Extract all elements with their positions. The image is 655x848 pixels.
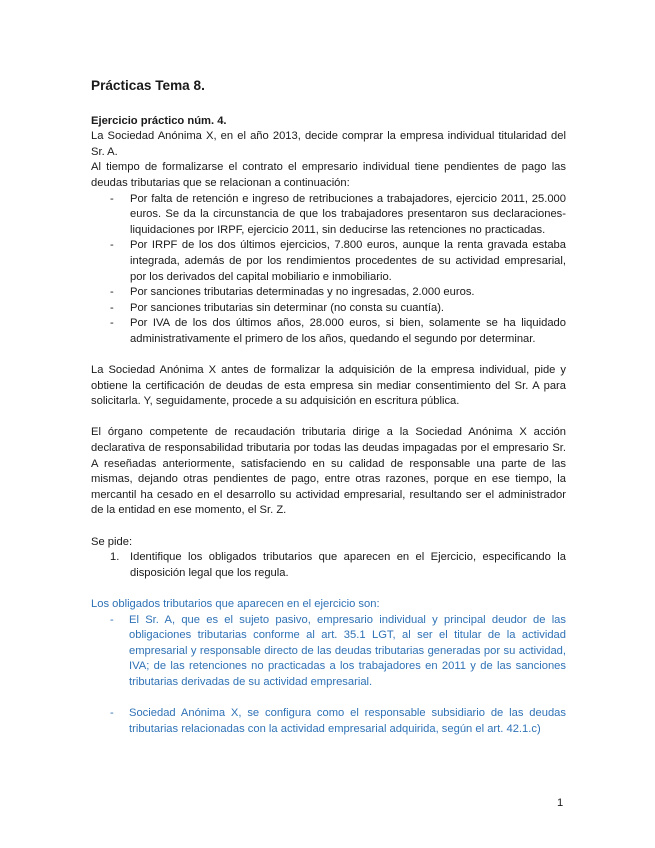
se-pide-label: Se pide: [91,535,133,548]
intro-paragraph-1: La Sociedad Anónima X, en el año 2013, decide comprar la empresa individual titularidad del Sr. A. [91,130,566,158]
action-paragraph: El órgano competente de recaudación tributaria dirige a la Sociedad Anónima X acción declarativa de responsabilidad tributaria por todas las deudas impagadas por el empresario Sr. A reseñadas anteriormente, satisfaciendo en su calidad de responsable una parte de las mismas, dejando otras pendientes de pago, entre otras razones, porque en ese tiempo, la mercantil ha cesado en el desarrollo su actividad empresarial, resultando ser el administrador de la entidad en ese momento, el Sr. Z. [91,426,566,517]
answers-list [91,613,566,691]
spacer [91,410,566,426]
questions-list [91,550,566,581]
page-number: 1 [557,797,564,809]
list-item: - Por falta de retención e ingreso de retribuciones a trabajadores, ejercicio 2011, 25.000 euros. Se da la circunstancia de que los trabajadores presentaron sus declaraciones-liquidaciones por IRPF, ejercicio 2011, sin deducirse las retenciones no practicadas. [91,192,566,239]
certificate-paragraph: La Sociedad Anónima X antes de formalizar la adquisición de la empresa individual, pide y obtiene la certificación de deudas de esta empresa sin mediar consentimiento del Sr. A para solicitarla. Y, seguidamente, procede a su adquisición en escritura pública. [91,364,566,408]
spacer [91,519,566,535]
debts-list [91,192,566,348]
question-number: 1. [110,551,120,564]
intro-paragraph-2: Al tiempo de formalizarse el contrato el empresario individual tiene pendientes de pago las deudas tributarias que se relacionan a continuación: [91,161,566,189]
list-item: - Por sanciones tributarias sin determinar (no consta su cuantía). [91,301,566,317]
answer-intro: Los obligados tributarios que aparecen en el ejercicio son: [91,598,380,610]
list-item: - Por IRPF de los dos últimos ejercicios, 7.800 euros, aunque la renta gravada estaba integrada, además de por los rendimientos procedentes de su actividad empresarial, por los derivados del capital mobiliario e inmobiliario. [91,238,566,285]
spacer [91,348,566,364]
list-item: - Sociedad Anónima X, se configura como el responsable subsidiario de las deudas tributarias relacionadas con la actividad empresarial adquirida, según el art. 42.1.c) [91,706,566,737]
list-item: - El Sr. A, que es el sujeto pasivo, empresario individual y principal deudor de las obligaciones tributarias conforme al art. 35.1 LGT, al ser el titular de la actividad empresarial y responsable directo de las deudas tributarias generadas por su actividad, IVA; de las retenciones no practicadas a los trabajadores en 2011 y de las sanciones tributarias derivadas de su actividad empresarial. [91,613,566,691]
list-item [91,550,566,581]
question-text: Identifique los obligados tributarios que aparecen en el Ejercicio, especificando la disposición legal que los regula. [130,551,566,579]
exercise-title: Ejercicio práctico núm. 4. [91,114,227,127]
document-page [91,78,566,737]
spacer [91,691,566,707]
spacer [91,581,566,597]
page-title: Prácticas Tema 8. [91,78,205,93]
answers-list-2 [91,706,566,737]
list-item: - Por sanciones tributarias determinadas y no ingresadas, 2.000 euros. [91,285,566,301]
list-item: - Por IVA de los dos últimos años, 28.000 euros, si bien, solamente se ha liquidado administrativamente el primero de los años, quedando el segundo por determinar. [91,316,566,347]
